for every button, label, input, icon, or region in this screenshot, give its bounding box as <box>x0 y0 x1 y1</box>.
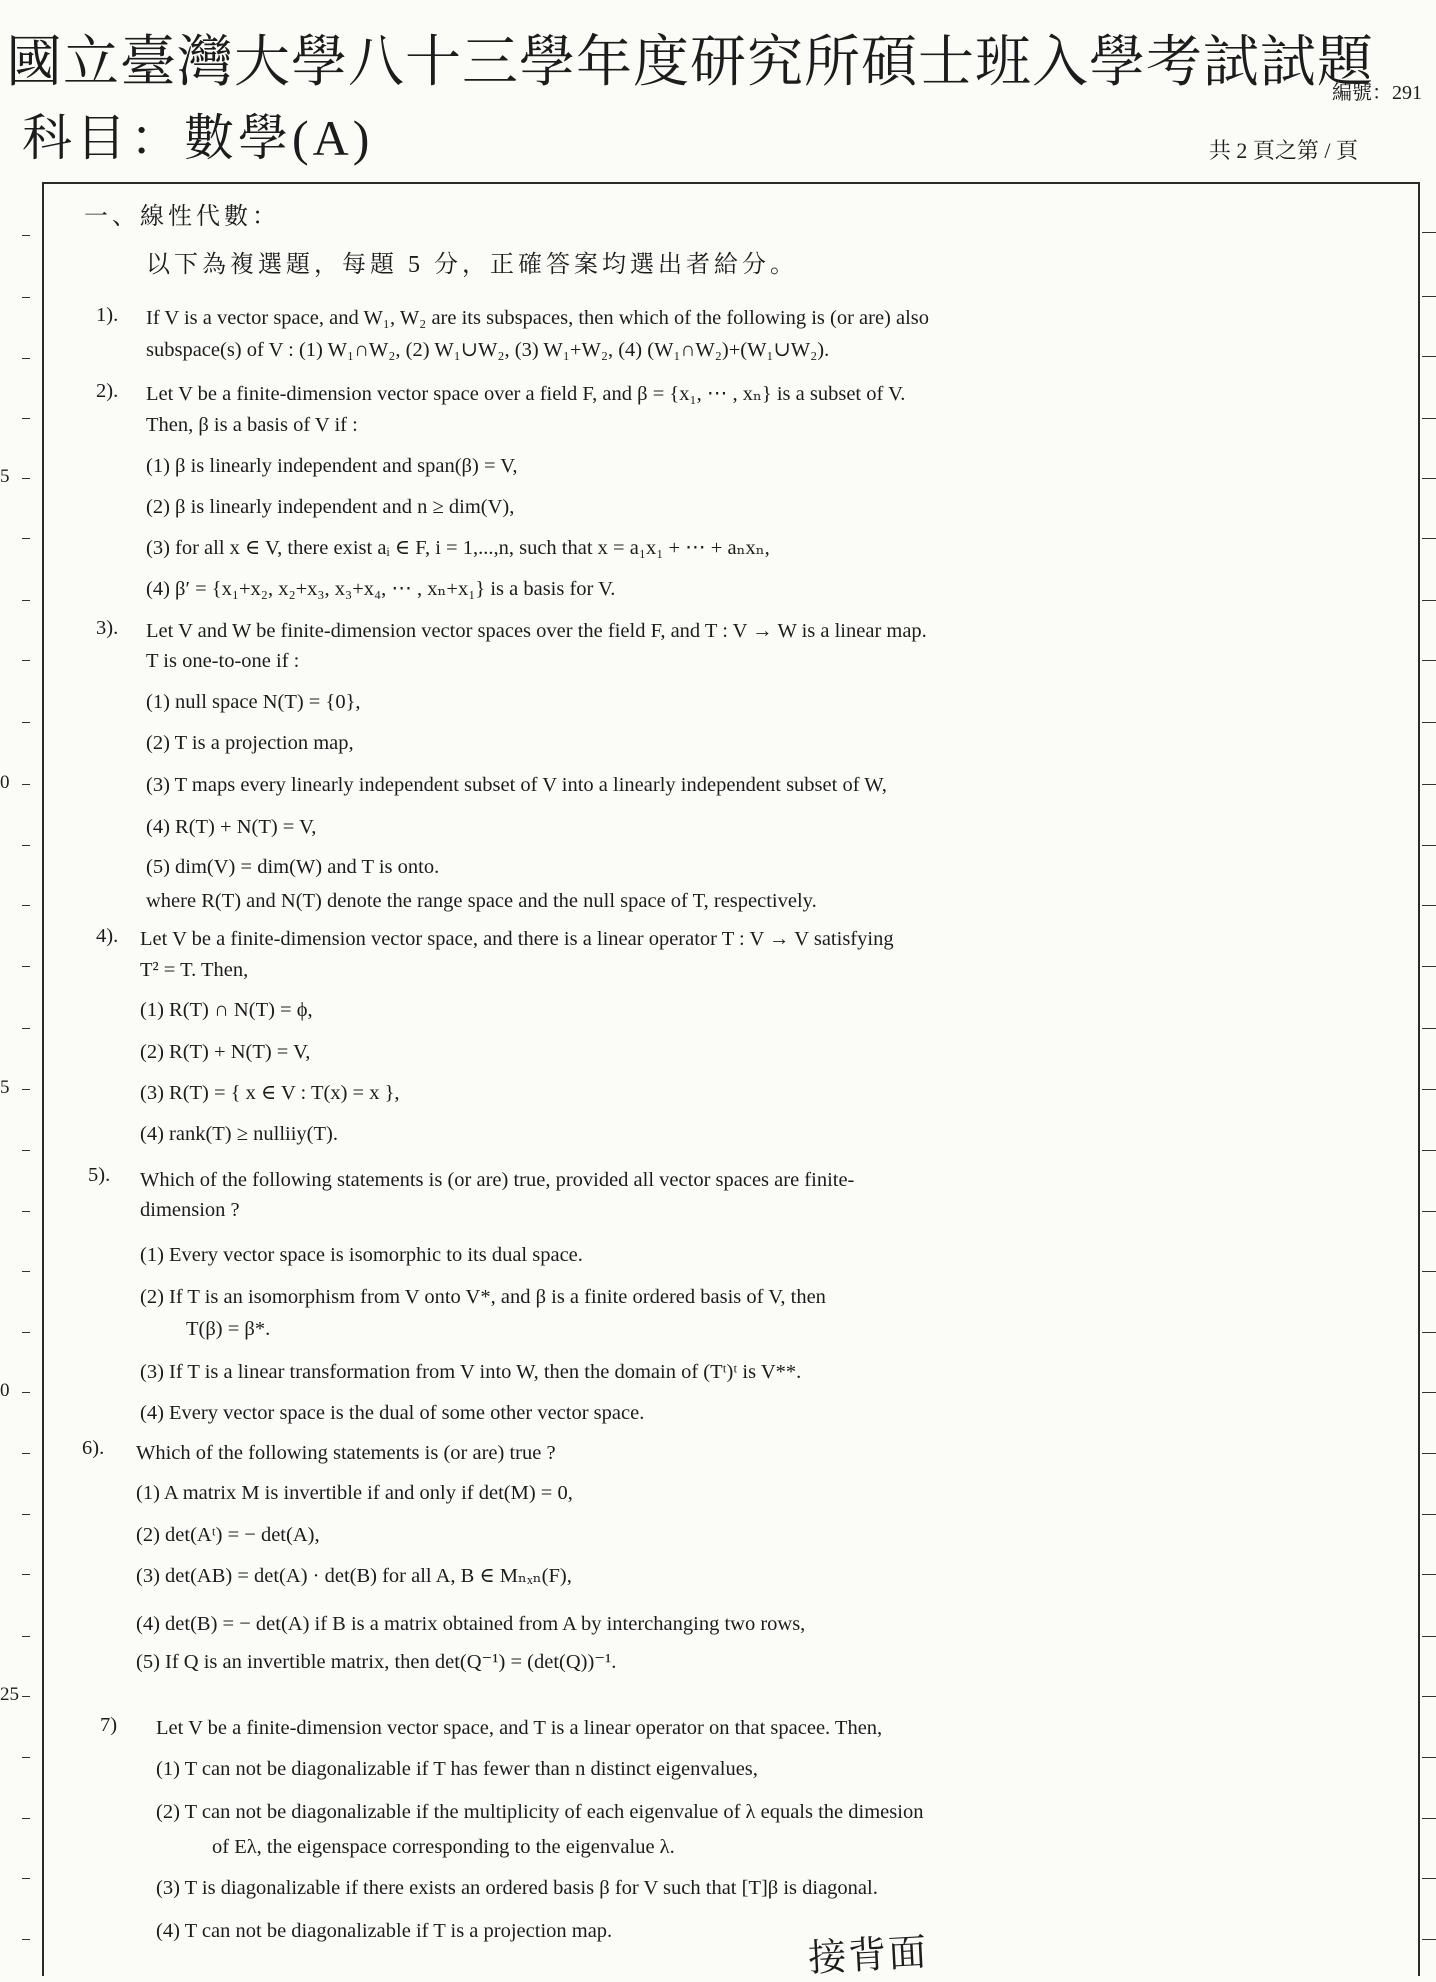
margin-tick <box>1422 784 1436 785</box>
exam-title: 國立臺灣大學八十三學年度研究所碩士班入學考試試題 <box>6 32 1374 94</box>
question-option-continued: of Eλ, the eigenspace corresponding to the eigenvalue λ. <box>212 1836 675 1858</box>
question-text: Let V be a finite-dimension vector space over a field F, and β = {x₁, ⋯ , xₙ} is a subset of V. <box>146 383 906 405</box>
question-option: (2) T is a projection map, <box>146 732 354 754</box>
margin-tick <box>1422 966 1436 967</box>
question-option: (3) det(AB) = det(A) · det(B) for all A, B ∈ Mₙₓₙ(F), <box>136 1565 572 1587</box>
section-title: 一、線性代數： <box>84 204 280 230</box>
question-option: (5) If Q is an invertible matrix, then det(Q⁻¹) = (det(Q))⁻¹. <box>136 1651 617 1673</box>
question-option: (2) If T is an isomorphism from V onto V*, and β is a finite ordered basis of V, then <box>140 1286 826 1308</box>
question-option: (1) T can not be diagonalizable if T has fewer than n distinct eigenvalues, <box>156 1758 758 1780</box>
question-number: 5). <box>88 1164 111 1186</box>
margin-tick <box>1422 845 1436 846</box>
margin-tick <box>1422 232 1436 233</box>
margin-tick <box>22 660 30 661</box>
section-instruction: 以下為複選題，每題 5 分，正確答案均選出者給分。 <box>146 252 798 278</box>
question-text: Let V and W be finite-dimension vector spaces over the field F, and T : V → W is a linear map. <box>146 620 927 642</box>
margin-number: 5 <box>0 1077 10 1098</box>
question-text: Let V be a finite-dimension vector space, and T is a linear operator on that spacee. Then, <box>156 1717 883 1739</box>
margin-tick <box>22 1150 30 1151</box>
margin-tick <box>22 1757 30 1758</box>
question-option: (1) Every vector space is isomorphic to its dual space. <box>140 1244 583 1266</box>
margin-tick <box>1422 418 1436 419</box>
question-text: T is one-to-one if : <box>146 650 300 672</box>
question-number: 7) <box>100 1714 118 1736</box>
margin-tick <box>1422 1574 1436 1575</box>
margin-tick <box>1422 356 1436 357</box>
question-option: (3) T is diagonalizable if there exists an ordered basis β for V such that [T]β is diagonal. <box>156 1877 878 1899</box>
question-text: Let V be a finite-dimension vector space, and there is a linear operator T : V → V satisfying <box>140 928 894 950</box>
margin-tick <box>22 418 30 419</box>
question-option: (4) Every vector space is the dual of some other vector space. <box>140 1402 645 1424</box>
margin-tick <box>22 297 30 298</box>
margin-number: 0 <box>0 1380 10 1401</box>
margin-tick <box>22 1089 30 1090</box>
margin-tick <box>1422 538 1436 539</box>
margin-tick <box>1422 1150 1436 1151</box>
margin-tick <box>22 1271 30 1272</box>
margin-tick <box>22 1392 30 1393</box>
page-indicator: 共 2 頁之第 / 頁 <box>1208 138 1358 163</box>
question-option: (1) R(T) ∩ N(T) = ϕ, <box>140 999 313 1021</box>
margin-tick <box>1422 1878 1436 1879</box>
margin-tick <box>22 784 30 785</box>
question-option: (3) If T is a linear transformation from V into W, then the domain of (Tᵗ)ᵗ is V**. <box>140 1361 802 1383</box>
question-option: (4) rank(T) ≥ nulliiy(T). <box>140 1123 338 1145</box>
margin-tick <box>22 722 30 723</box>
margin-tick <box>1422 722 1436 723</box>
question-option: (1) null space N(T) = {0}, <box>146 691 361 713</box>
margin-tick <box>1422 1332 1436 1333</box>
margin-tick <box>1422 1757 1436 1758</box>
margin-number: 25 <box>0 1684 19 1705</box>
margin-tick <box>22 966 30 967</box>
question-frame <box>42 182 1420 1976</box>
question-note: where R(T) and N(T) denote the range space and the null space of T, respectively. <box>146 890 817 912</box>
margin-tick <box>22 1574 30 1575</box>
question-option: (4) det(B) = − det(A) if B is a matrix obtained from A by interchanging two rows, <box>136 1613 806 1635</box>
question-option: (3) T maps every linearly independent subset of V into a linearly independent subset of W, <box>146 774 887 796</box>
margin-tick <box>22 1939 30 1940</box>
margin-tick <box>1422 1211 1436 1212</box>
margin-tick <box>22 1028 30 1029</box>
question-option: (5) dim(V) = dim(W) and T is onto. <box>146 856 440 878</box>
margin-tick <box>22 1696 30 1697</box>
question-option: (1) A matrix M is invertible if and only if det(M) = 0, <box>136 1482 573 1504</box>
margin-tick <box>22 845 30 846</box>
question-option: (2) R(T) + N(T) = V, <box>140 1041 311 1063</box>
question-option: (3) R(T) = { x ∈ V : T(x) = x }, <box>140 1082 400 1104</box>
margin-tick <box>22 538 30 539</box>
margin-tick <box>22 358 30 359</box>
margin-number: 0 <box>0 772 10 793</box>
margin-tick <box>22 235 30 236</box>
margin-tick <box>22 905 30 906</box>
margin-tick <box>22 1211 30 1212</box>
margin-tick <box>22 1818 30 1819</box>
question-text: Which of the following statements is (or are) true ? <box>136 1442 556 1464</box>
margin-tick <box>1422 478 1436 479</box>
margin-tick <box>1422 1818 1436 1819</box>
margin-number: 5 <box>0 466 10 487</box>
margin-tick <box>1422 1271 1436 1272</box>
question-option: (2) β is linearly independent and n ≥ dim(V), <box>146 496 515 518</box>
handwritten-note: 接背面 <box>807 1929 930 1981</box>
question-option: (4) T can not be diagonalizable if T is a projection map. <box>156 1920 613 1942</box>
question-text: T² = T. Then, <box>140 959 249 981</box>
margin-tick <box>22 1636 30 1637</box>
question-text: If V is a vector space, and W₁, W₂ are its subspaces, then which of the following is (or are) also <box>146 307 930 329</box>
margin-tick <box>1422 1514 1436 1515</box>
margin-tick <box>22 1332 30 1333</box>
question-option: (3) for all x ∈ V, there exist aᵢ ∈ F, i = 1,...,n, such that x = a₁x₁ + ⋯ + aₙxₙ, <box>146 537 770 559</box>
margin-tick <box>1422 1939 1436 1940</box>
question-number: 1). <box>96 304 119 326</box>
question-option: (4) R(T) + N(T) = V, <box>146 816 317 838</box>
margin-tick <box>1422 1696 1436 1697</box>
exam-code: 編號：291 <box>1332 82 1422 104</box>
question-number: 3). <box>96 617 119 639</box>
question-text: Which of the following statements is (or are) true, provided all vector spaces are finite- <box>140 1169 855 1191</box>
margin-tick <box>1422 660 1436 661</box>
margin-tick <box>22 1878 30 1879</box>
margin-tick <box>1422 905 1436 906</box>
margin-tick <box>1422 1028 1436 1029</box>
question-text: Then, β is a basis of V if : <box>146 414 358 436</box>
subject-title: 科目：數學(A) <box>22 110 374 166</box>
margin-tick <box>22 478 30 479</box>
question-option-continued: T(β) = β*. <box>186 1318 271 1340</box>
margin-tick <box>1422 1392 1436 1393</box>
margin-tick <box>22 1453 30 1454</box>
question-text: dimension ? <box>140 1199 240 1221</box>
margin-tick <box>1422 1453 1436 1454</box>
question-option: (2) T can not be diagonalizable if the multiplicity of each eigenvalue of λ equals the dimesion <box>156 1801 924 1823</box>
question-number: 4). <box>96 925 119 947</box>
question-option: (4) β′ = {x₁+x₂, x₂+x₃, x₃+x₄, ⋯ , xₙ+x₁} is a basis for V. <box>146 578 616 600</box>
margin-tick <box>1422 1636 1436 1637</box>
question-option: (2) det(Aᵗ) = − det(A), <box>136 1524 320 1546</box>
question-option: (1) β is linearly independent and span(β) = V, <box>146 455 518 477</box>
margin-tick <box>1422 600 1436 601</box>
question-number: 2). <box>96 380 119 402</box>
margin-tick <box>1422 1089 1436 1090</box>
margin-tick <box>1422 296 1436 297</box>
question-text: subspace(s) of V : (1) W₁∩W₂, (2) W₁∪W₂, (3) W₁+W₂, (4) (W₁∩W₂)+(W₁∪W₂). <box>146 339 830 361</box>
question-number: 6). <box>82 1437 105 1459</box>
margin-tick <box>22 1514 30 1515</box>
margin-tick <box>22 600 30 601</box>
